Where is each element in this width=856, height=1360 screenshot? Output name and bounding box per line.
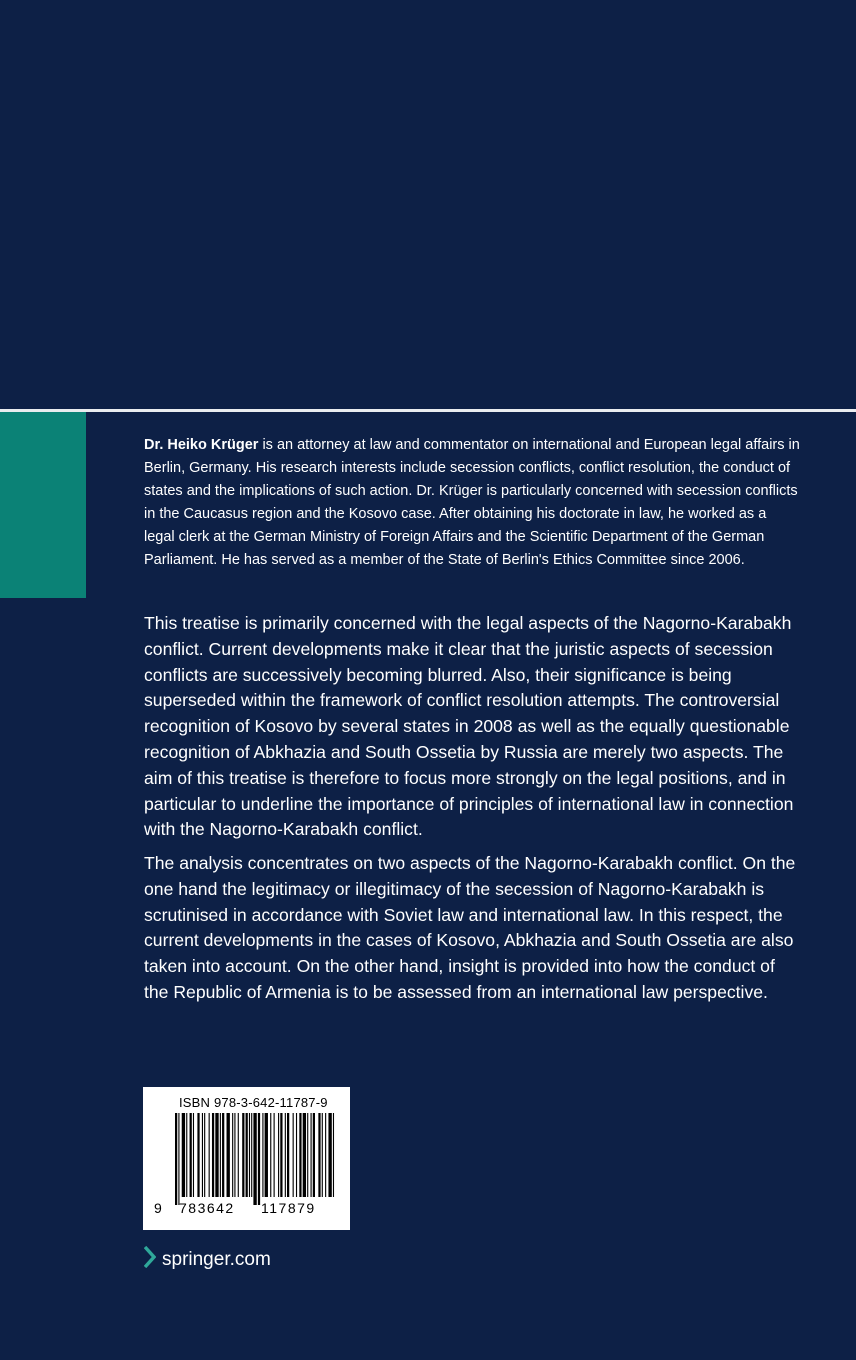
author-bio-text: is an attorney at law and commentator on international and European legal affairs in Berlin, Germany. His research interests include secession conflicts, conflict resolution, the conduct of states and the implications of such action. Dr. Krüger is particularly concerned with secession conflicts in the Caucasus region and the Kosovo case. After obtaining his doctorate in law, he worked as a legal clerk at the German Ministry of Foreign Affairs and the Scientific Department of the German Parliament. He has served as a member of the State of Berlin's Ethics Committee since 2006.: [144, 437, 800, 568]
isbn-barcode: [143, 1087, 350, 1230]
chevron-right-icon: [144, 1246, 156, 1274]
accent-block: [0, 412, 86, 598]
divider-line: [0, 409, 856, 412]
publisher-link-text: springer.com: [162, 1249, 271, 1270]
barcode-icon: [175, 1113, 337, 1205]
author-bio: [144, 434, 800, 572]
author-name: Dr. Heiko Krüger: [144, 437, 259, 453]
barcode-right-digits: 117879: [261, 1200, 316, 1216]
isbn-label: ISBN 978-3-642-11787-9: [179, 1095, 328, 1110]
summary-paragraph-1: This treatise is primarily concerned with the legal aspects of the Nagorno-Karabakh conflict. Current developments make it clear that the juristic aspects of secession conflicts are successively becoming blurred. Also, their significance is being superseded within the framework of conflict resolution attempts. The controversial recognition of Kosovo by several states in 2008 as well as the equally questionable recognition of Abkhazia and South Ossetia by Russia are merely two aspects. The aim of this treatise is therefore to focus more strongly on the legal positions, and in particular to underline the importance of principles of international law in connection with the Nagorno-Karabakh conflict.: [144, 613, 794, 840]
barcode-left-digits: 783642: [179, 1200, 235, 1216]
summary-paragraph-2: The analysis concentrates on two aspects of the Nagorno-Karabakh conflict. On the one hand the legitimacy or illegitimacy of the secession of Nagorno-Karabakh is scrutinised in accordance with Soviet law and international law. In this respect, the current developments in the cases of Kosovo, Abkhazia and South Ossetia are also taken into account. On the other hand, insight is provided into how the conduct of the Republic of Armenia is to be assessed from an international law perspective.: [144, 853, 796, 1002]
barcode-first-digit: 9: [154, 1200, 162, 1216]
publisher-link[interactable]: [144, 1246, 271, 1274]
